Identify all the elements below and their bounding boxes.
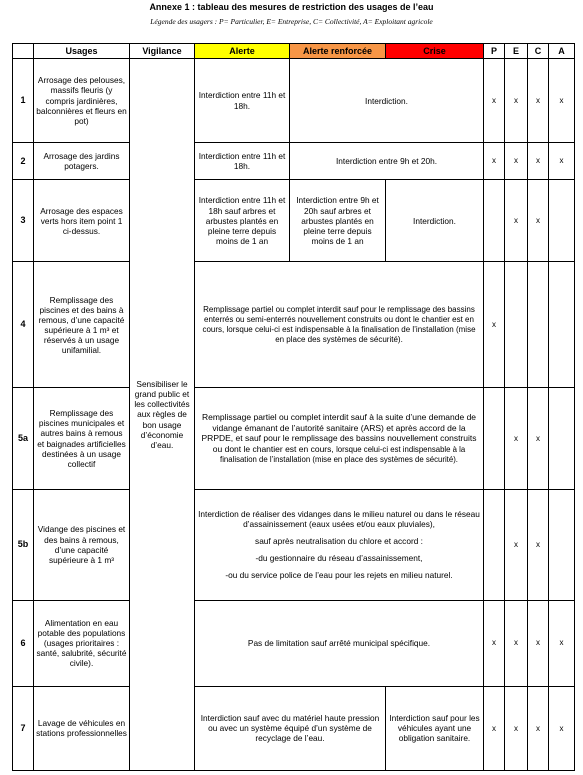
mark-a: x — [549, 600, 575, 686]
alerte-cell: Interdiction entre 11h et 18h. — [195, 59, 290, 143]
mark-a: x — [549, 59, 575, 143]
header-p: P — [484, 44, 505, 59]
mark-e: x — [505, 600, 528, 686]
usage-cell: Alimentation en eau potable des populations (usages prioritaires : santé, salubrité, sécurité civile). — [34, 600, 130, 686]
page-title: Annexe 1 : tableau des mesures de restriction des usages de l’eau — [149, 2, 434, 12]
alerte-cell: Interdiction entre 11h et 18h sauf arbres et arbustes plantés en pleine terre depuis moins de 1 an — [195, 180, 290, 262]
header-alerte-renforcee: Alerte renforcée — [290, 44, 386, 59]
usage-cell: Arrosage des pelouses, massifs fleuris (y compris jardinières, balconnières et fleurs en pot) — [34, 59, 130, 143]
header-c: C — [528, 44, 549, 59]
table-row — [13, 388, 575, 489]
mark-a — [549, 262, 575, 388]
row-number: 1 — [13, 59, 34, 143]
header-e: E — [505, 44, 528, 59]
mark-e: x — [505, 59, 528, 143]
row-number: 2 — [13, 143, 34, 180]
measure-line: -ou du service police de l’eau pour les rejets en milieu naturel. — [225, 569, 453, 580]
measure-cell: Pas de limitation sauf arrêté municipal spécifique. — [195, 600, 484, 686]
row-number: 6 — [13, 600, 34, 686]
measure-line: -du gestionnaire du réseau d’assainissement, — [255, 553, 423, 564]
vigilance-cell: Sensibiliser le grand public et les collectivités aux règles de bon usage d’économie d’eau. — [130, 59, 195, 771]
table-row — [13, 262, 575, 388]
measure-text-small: lorsque celui-ci est indispensable à la finalisation de l’installation (mise en place des systèmes de sécurité). — [220, 444, 466, 465]
mark-p — [484, 180, 505, 262]
mark-c: x — [528, 180, 549, 262]
usage-cell: Vidange des piscines et des bains à remous, d’une capacité supérieure à 1 m³ — [34, 489, 130, 600]
table-row — [13, 489, 575, 600]
measure-line: Interdiction de réaliser des vidanges dans le milieu naturel ou dans le réseau d’assainissement (eaux usées et/ou eaux pluviales), — [198, 508, 480, 530]
mark-p: x — [484, 262, 505, 388]
measure-line: sauf après neutralisation du chlore et accord : — [255, 536, 423, 547]
table-row — [13, 600, 575, 686]
table-row — [13, 686, 575, 770]
mark-p: x — [484, 143, 505, 180]
table-row — [13, 59, 575, 143]
measure-text: Remplissage partiel ou complet interdit sauf à la suite d’une demande de vidange émanant de l’autorité sanitaire (ARS) et après accord de la PRPDE, et sauf pour le remplissage des bassins nouvellement construits ou dont le chantier est en cours, — [201, 412, 477, 454]
usage-cell: Remplissage des piscines municipales et autres bains à remous et baignades artificielles destinées à un usage collectif — [34, 388, 130, 489]
mark-c: x — [528, 686, 549, 770]
renforcee-cell: Interdiction entre 9h et 20h sauf arbres et arbustes plantés en pleine terre depuis moins de 1 an — [290, 180, 386, 262]
table-row — [13, 180, 575, 262]
usage-cell: Remplissage des piscines et des bains à remous, d’une capacité supérieure à 1 m³ et réservés à un usage unifamilial. — [34, 262, 130, 388]
row-number: 7 — [13, 686, 34, 770]
row-number: 5b — [13, 489, 34, 600]
measure-cell: Remplissage partiel ou complet interdit sauf pour le remplissage des bassins enterrés ou semi-enterrés nouvellement construits ou dont le chantier est en cours, lorsque celui-ci est indispensable à la finalisation de l’installation (mise en place des systèmes de sécurité). — [195, 262, 484, 388]
mark-c: x — [528, 600, 549, 686]
mark-p: x — [484, 686, 505, 770]
mark-a — [549, 180, 575, 262]
measure-cell — [195, 489, 484, 600]
table-row — [13, 143, 575, 180]
alerte-cell: Interdiction entre 11h et 18h. — [195, 143, 290, 180]
mark-a: x — [549, 686, 575, 770]
mark-c: x — [528, 143, 549, 180]
legend-text: Légende des usagers : P= Particulier, E= Entreprise, C= Collectivité, A= Exploitant agricole — [150, 17, 433, 26]
header-row — [13, 44, 575, 59]
header-a: A — [549, 44, 575, 59]
mark-e — [505, 262, 528, 388]
mark-a: x — [549, 143, 575, 180]
renforcee-crise-cell: Interdiction. — [290, 59, 484, 143]
mark-e: x — [505, 143, 528, 180]
mark-e: x — [505, 489, 528, 600]
measure-cell — [195, 388, 484, 489]
header-num — [13, 44, 34, 59]
header-crise: Crise — [386, 44, 484, 59]
crise-cell: Interdiction. — [386, 180, 484, 262]
mark-e: x — [505, 388, 528, 489]
mark-c: x — [528, 388, 549, 489]
mark-e: x — [505, 686, 528, 770]
mark-c: x — [528, 59, 549, 143]
mark-p — [484, 388, 505, 489]
crise-cell: Interdiction sauf pour les véhicules ayant une obligation sanitaire. — [386, 686, 484, 770]
mark-p: x — [484, 59, 505, 143]
alerte-renforcee-cell: Interdiction sauf avec du matériel haute pression ou avec un système équipé d’un système de recyclage de l’eau. — [195, 686, 386, 770]
mark-a — [549, 388, 575, 489]
mark-c — [528, 262, 549, 388]
row-number: 3 — [13, 180, 34, 262]
mark-e: x — [505, 180, 528, 262]
restriction-table — [12, 43, 575, 771]
row-number: 5a — [13, 388, 34, 489]
mark-p: x — [484, 600, 505, 686]
usage-cell: Lavage de véhicules en stations professionnelles — [34, 686, 130, 770]
header-vigilance: Vigilance — [130, 44, 195, 59]
header-usages: Usages — [34, 44, 130, 59]
mark-a — [549, 489, 575, 600]
row-number: 4 — [13, 262, 34, 388]
usage-cell: Arrosage des jardins potagers. — [34, 143, 130, 180]
usage-cell: Arrosage des espaces verts hors item point 1 ci-dessus. — [34, 180, 130, 262]
renforcee-crise-cell: Interdiction entre 9h et 20h. — [290, 143, 484, 180]
header-alerte: Alerte — [195, 44, 290, 59]
mark-p — [484, 489, 505, 600]
mark-c: x — [528, 489, 549, 600]
